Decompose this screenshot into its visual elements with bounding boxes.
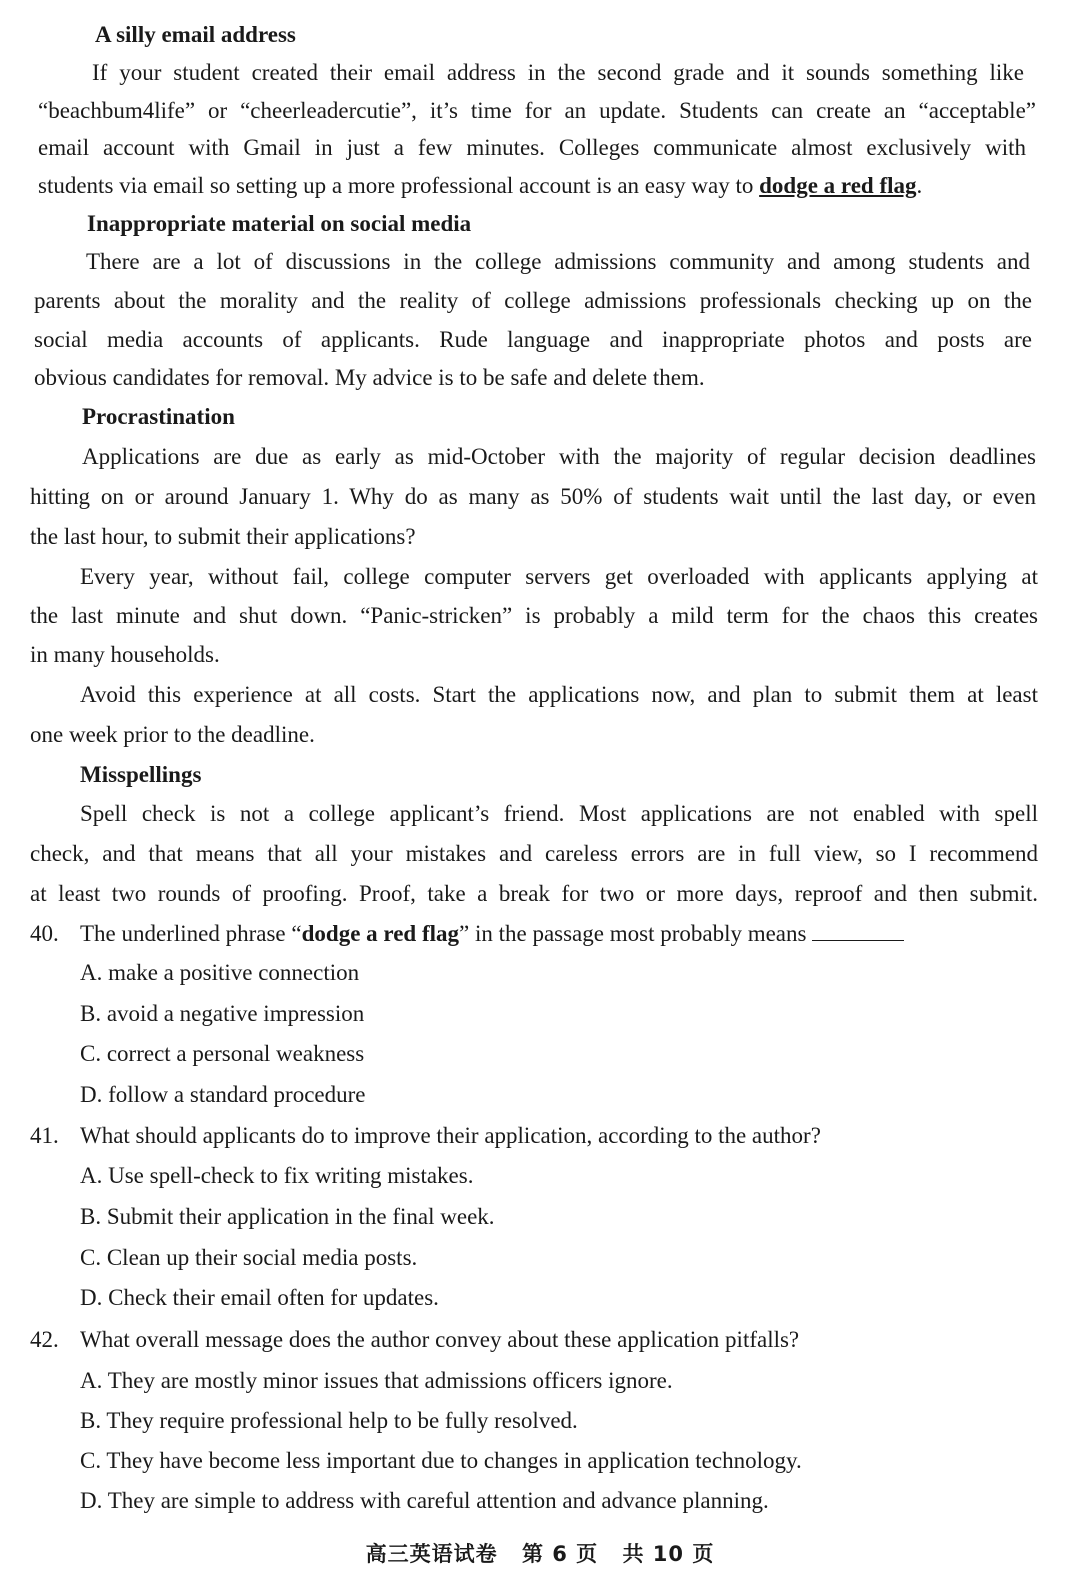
paragraph-line: parents about the morality and the reality of college admissions professionals checking up on the (34, 288, 1032, 313)
footer-page-number: 第 6 页 (521, 1542, 599, 1566)
option: A. make a positive connection (80, 960, 360, 985)
sentence-end: . (916, 173, 923, 198)
option: D. Check their email often for updates. (80, 1285, 439, 1310)
paragraph-line: in many households. (30, 642, 220, 667)
option: B. They require professional help to be fully resolved. (80, 1408, 578, 1433)
question-stem: What should applicants do to improve their application, according to the author? (80, 1123, 821, 1148)
question-number: 42. (30, 1327, 59, 1352)
option: A. Use spell-check to fix writing mistakes. (80, 1163, 474, 1188)
paragraph-line: There are a lot of discussions in the college admissions community and among students and (86, 249, 1030, 274)
option: D. follow a standard procedure (80, 1082, 366, 1107)
section-heading-social: Inappropriate material on social media (87, 211, 472, 236)
paragraph-line: If your student created their email address in the second grade and it sounds something like (92, 60, 1024, 85)
paragraph-line: Applications are due as early as mid-October with the majority of regular decision deadlines (82, 444, 1036, 469)
paragraph-line: at least two rounds of proofing. Proof, take a break for two or more days, reproof and then submit. (30, 881, 1038, 906)
question-number: 41. (30, 1123, 59, 1148)
option: C. correct a personal weakness (80, 1041, 365, 1066)
paragraph-line: Avoid this experience at all costs. Start the applications now, and plan to submit them at least (80, 682, 1038, 707)
paragraph-line: hitting on or around January 1. Why do as many as 50% of students wait until the last day, or even (30, 484, 1036, 509)
paragraph-line: social media accounts of applicants. Rude language and inappropriate photos and posts are (34, 327, 1032, 352)
option: C. They have become less important due to changes in application technology. (80, 1448, 802, 1473)
question-stem (80, 919, 904, 949)
option: A. They are mostly minor issues that admissions officers ignore. (80, 1368, 673, 1393)
option: B. avoid a negative impression (80, 1001, 365, 1026)
paragraph-line: email account with Gmail in just a few minutes. Colleges communicate almost exclusively with (38, 135, 1026, 160)
option: C. Clean up their social media posts. (80, 1245, 418, 1270)
paragraph-line: Every year, without fail, college computer servers get overloaded with applicants applying at (80, 564, 1038, 589)
footer-exam-title: 高三英语试卷 (365, 1542, 498, 1566)
section-heading-misspellings: Misspellings (80, 762, 202, 787)
page-footer (0, 1538, 1080, 1568)
option: B. Submit their application in the final week. (80, 1204, 495, 1229)
paragraph-line-with-underline (38, 171, 922, 201)
paragraph-text: students via email so setting up a more professional account is an easy way to (38, 173, 754, 198)
option: D. They are simple to address with careful attention and advance planning. (80, 1488, 769, 1513)
paragraph-line: the last minute and shut down. “Panic-stricken” is probably a mild term for the chaos this creates (30, 603, 1038, 628)
footer-page-total: 共 10 页 (622, 1542, 715, 1566)
question-stem-phrase: dodge a red flag (301, 921, 459, 946)
paragraph-line: check, and that means that all your mistakes and careless errors are in full view, so I recommend (30, 841, 1038, 866)
underlined-phrase: dodge a red flag (759, 173, 917, 198)
question-stem: What overall message does the author convey about these application pitfalls? (80, 1327, 800, 1352)
paragraph-line: the last hour, to submit their applications? (30, 524, 416, 549)
question-number: 40. (30, 921, 59, 946)
section-heading-email: A silly email address (95, 22, 296, 47)
paragraph-line: obvious candidates for removal. My advice is to be safe and delete them. (34, 365, 705, 390)
answer-blank (812, 922, 904, 941)
paragraph-line: Spell check is not a college applicant’s friend. Most applications are not enabled with spell (80, 801, 1038, 826)
question-stem-text: ” in the passage most probably means (459, 921, 807, 946)
section-heading-procrastination: Procrastination (82, 404, 235, 429)
paragraph-line: one week prior to the deadline. (30, 722, 315, 747)
question-stem-text: The underlined phrase “ (80, 921, 302, 946)
paragraph-line: “beachbum4life” or “cheerleadercutie”, it’s time for an update. Students can create an “acceptable” (38, 98, 1036, 123)
